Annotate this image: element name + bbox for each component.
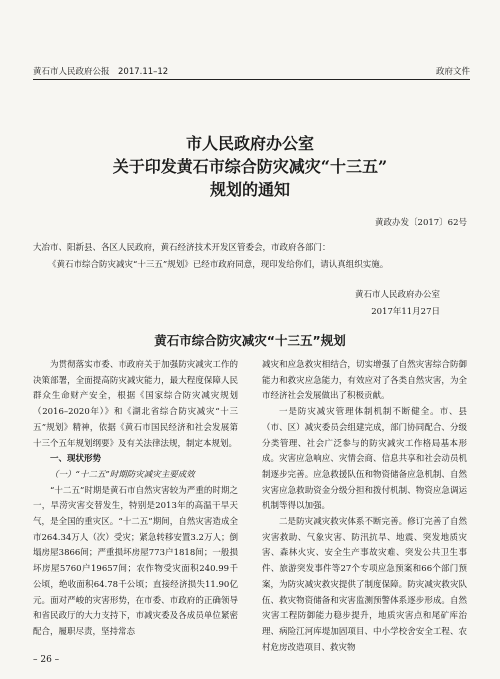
notice-title	[0, 132, 500, 201]
signature-block	[355, 287, 440, 321]
intro-paragraph: 为贯彻落实市委、市政府关于加强防灾减灾工作的决策部署，全面提高防灾减灾能力，最大程度保障人民群众生命财产安全，根据《国家综合防灾减灾规划（2016–2020年）》和《湖北省综合防灾减灾“十三五”规划》精神，依据《黄石市国民经济和社会发展第十三个五年规划纲要》及有关法律法规，制定本规划。	[33, 360, 238, 449]
page-number: – 26 –	[33, 655, 60, 665]
notice-body: 《黄石市综合防灾减灾“十三五”规划》已经市政府同意，现印发给你们，请认真组织实施。	[48, 260, 389, 270]
notice-title-line2: 关于印发黄石市综合防灾减灾“十三五”	[112, 157, 388, 176]
body-paragraph: 减灾和应急救灾相结合，切实增强了自然灾害综合防御能力和救灾应急能力，有效应对了各类自然灾害，为全市经济社会发展做出了积极贡献。	[262, 360, 467, 402]
header-divider	[33, 79, 470, 80]
recipients-line: 大冶市、阳新县、各区人民政府，黄石经济技术开发区管委会，市政府各部门：	[33, 243, 331, 253]
recipients-block	[33, 240, 470, 274]
right-column	[262, 358, 467, 656]
left-column	[33, 358, 238, 641]
page-header	[33, 64, 470, 78]
notice-title-line1: 市人民政府办公室	[185, 134, 314, 153]
document-number: 黄政办发〔2017〕62号	[375, 218, 467, 228]
signature-org: 黄石市人民政府办公室	[354, 290, 440, 300]
body-paragraph: 二是防灾减灾救灾体系不断完善。修订完善了自然灾害救助、气象灾害、防汛抗旱、地震、突发地质灾害、森林火灾、安全生产事故灾难、突发公共卫生事件、旅游突发事件等27个专项应急预案和66个部门预案，为防灾减灾救灾提供了制度保障。防灾减灾救灾队伍、救灾物资储备和灾害监测预警体系逐步形成。自然灾害工程防御能力稳步提升，地质灾害点和尾矿库治理、病险江河库堤加固项目、中小学校舍安全工程、农村危房改造项目、救灾物	[262, 517, 467, 653]
notice-title-line3: 规划的通知	[209, 180, 290, 199]
plan-title: 黄石市综合防灾减灾“十三五”规划	[154, 333, 346, 348]
body-paragraph: “十二五”时期是黄石市自然灾害较为严重的时期之一，旱涝灾害交替发生，特别是2013年的高温干旱天气，是全国的重灾区。“十二五”期间，自然灾害造成全市264.34万人（次）受灾；紧急转移安置3.2万人；倒塌房屋3866间；严重损坏房屋773户1818间；一般损坏房屋5760户19657间；农作物受灾面积240.99千公顷，绝收面积64.78千公顷；直接经济损失11.90亿元。面对严峻的灾害形势，在市委、市政府的正确领导和省民政厅的大力支持下，市减灾委及各成员单位紧密配合，履职尽责，坚持常态	[33, 485, 238, 637]
header-section: 政府文件	[435, 67, 470, 77]
subsection-heading: （一）“十二五”时期防灾减灾主要成效	[50, 469, 195, 480]
section-heading: 一、现状形势	[50, 454, 102, 465]
signature-date: 2017年11月27日	[371, 307, 440, 317]
body-paragraph: 一是防灾减灾管理体制机制不断健全。市、县（市、区）减灾委员会组建完成，部门协同配合、分级分类管理、社会广泛参与的防灾减灾工作格局基本形成。灾害应急响应、灾情会商、信息共享和社会动员机制逐步完善。应急救援队伍和物资储备应急机制、自然灾害应急救助资金分级分担和拨付机制、物资应急调运机制等得以加强。	[262, 407, 467, 512]
header-publication: 黄石市人民政府公报 2017.11–12	[33, 67, 169, 77]
